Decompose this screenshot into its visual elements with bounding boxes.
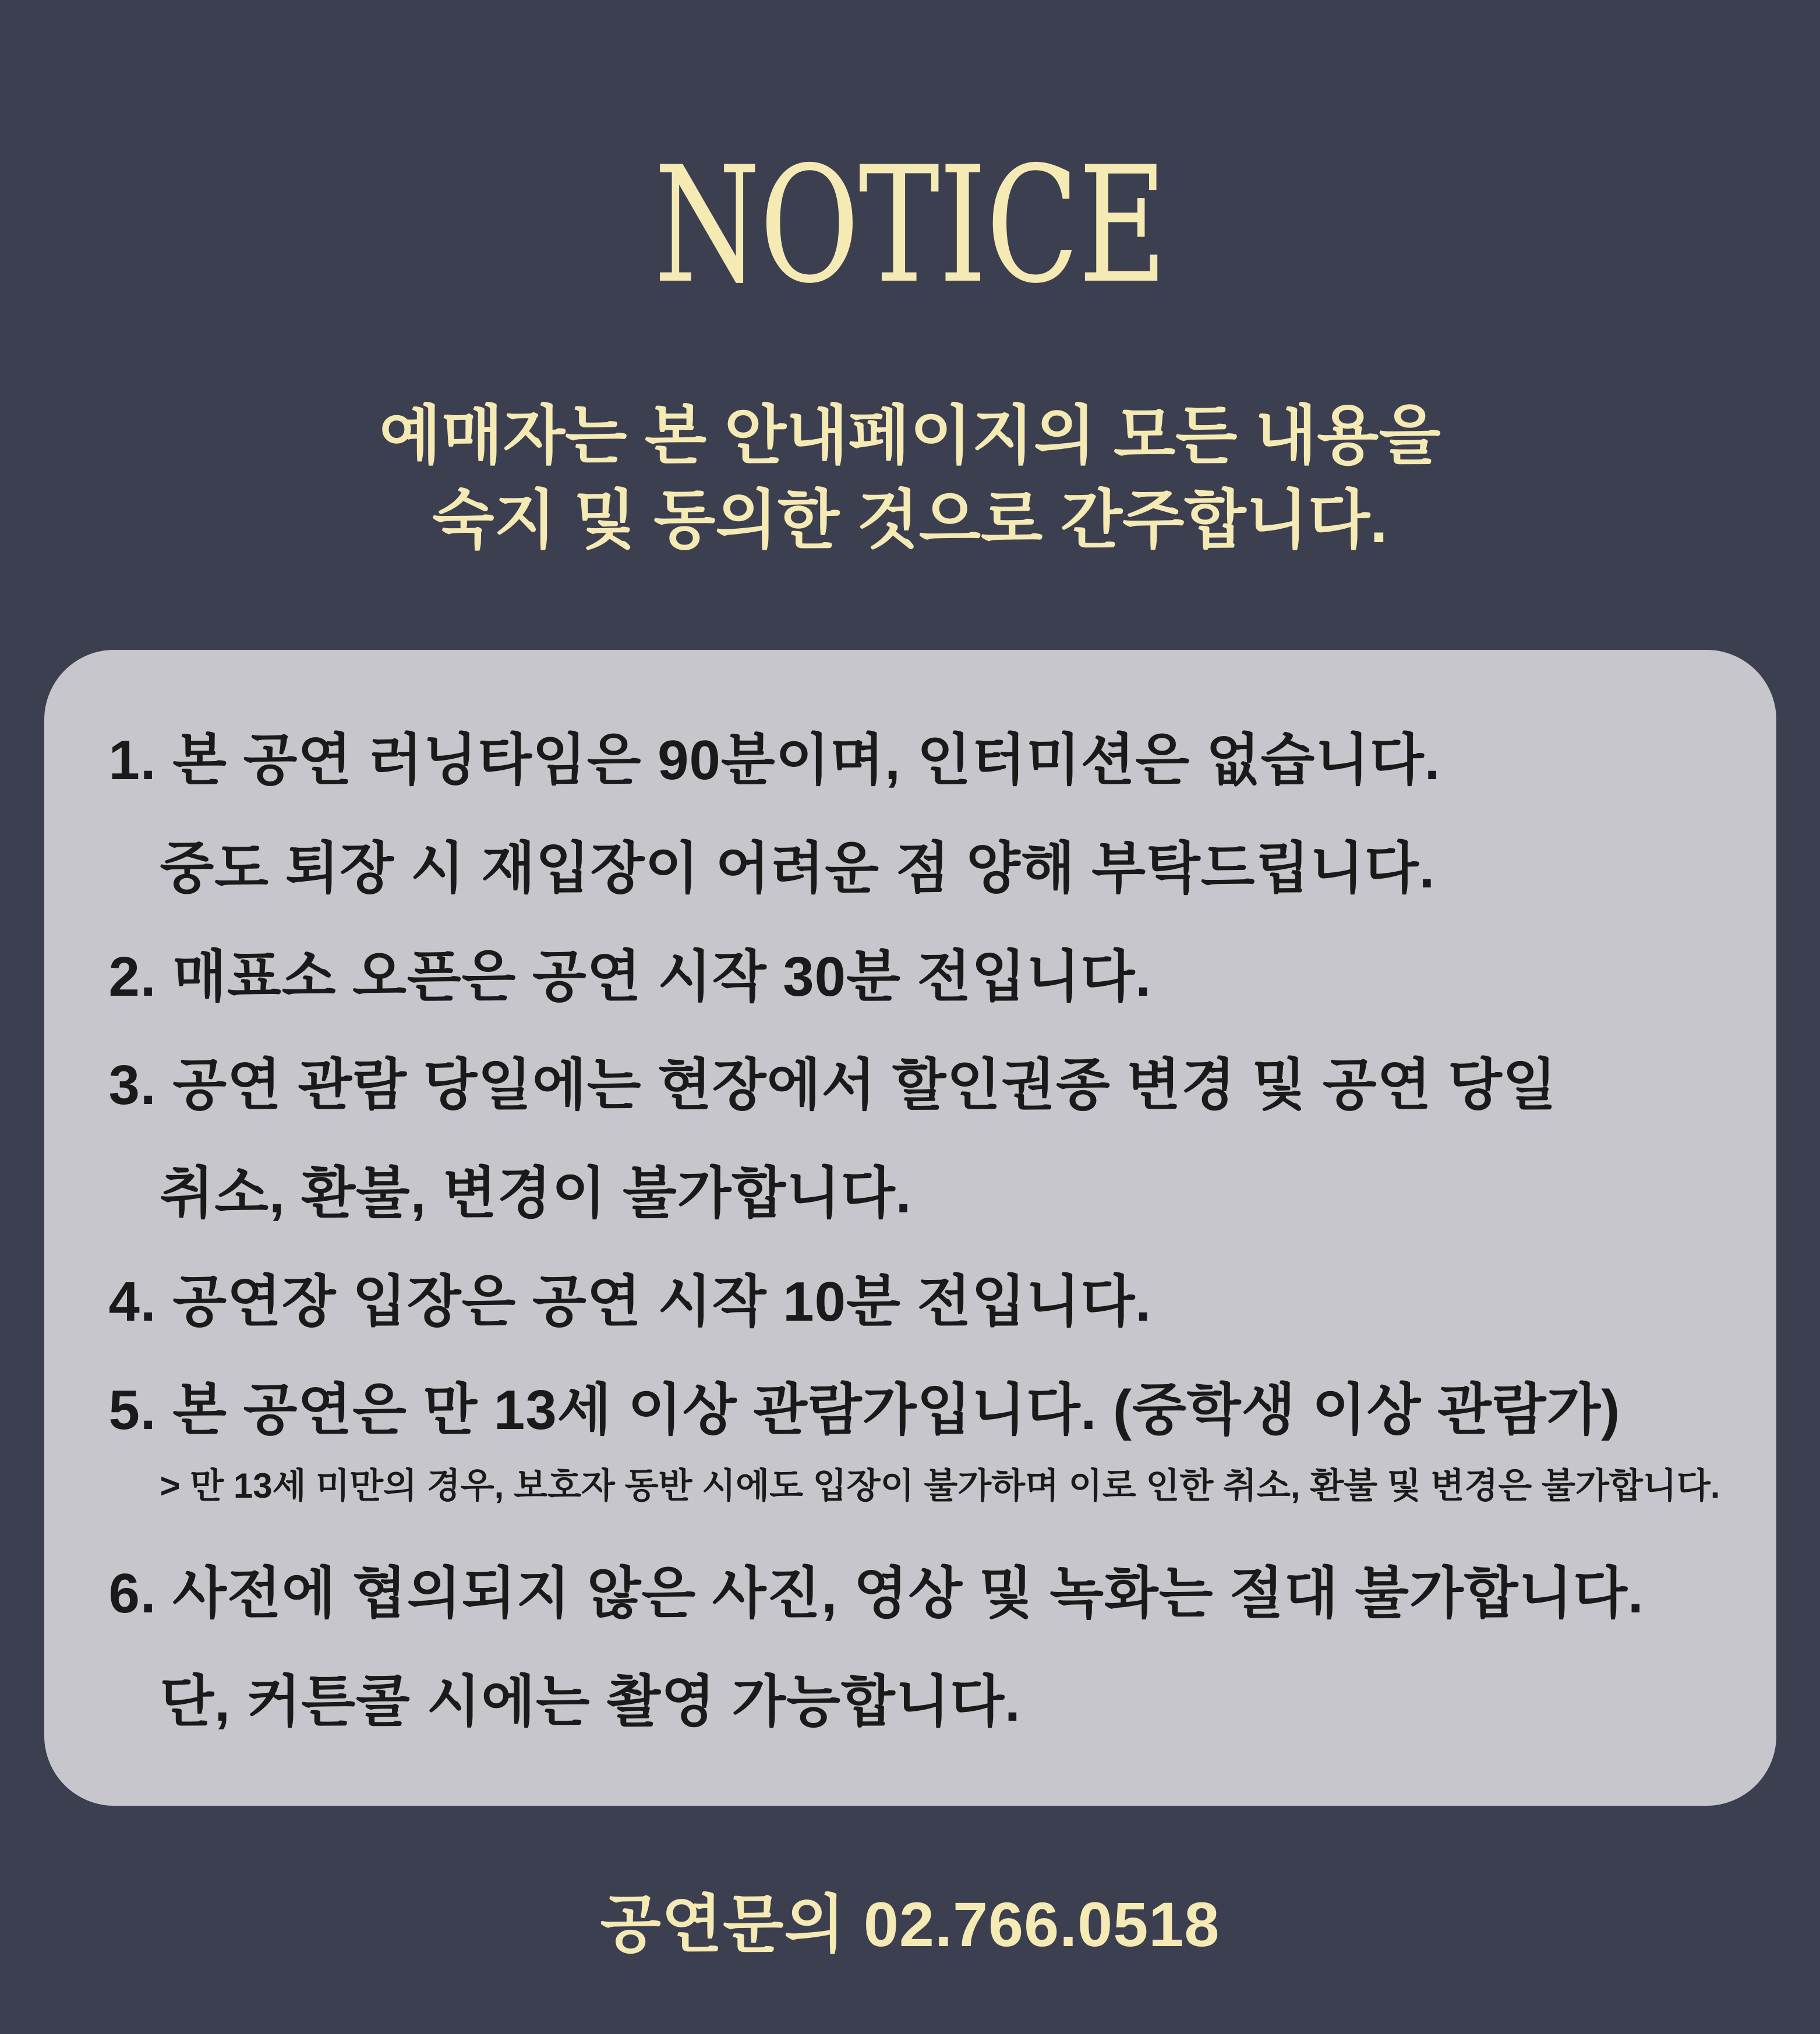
page-title: NOTICE [653, 132, 1167, 319]
notice-item-1-continued: 중도 퇴장 시 재입장이 어려운 점 양해 부탁드립니다. [160, 837, 1436, 900]
notice-item-1: 1. 본 공연 러닝타임은 90분이며, 인터미션은 없습니다. [108, 729, 1441, 791]
contact-info: 공연문의 02.766.0518 [600, 1889, 1220, 1959]
notice-item-3: 3. 공연 관람 당일에는 현장에서 할인권종 변경 및 공연 당일 [108, 1054, 1557, 1116]
notice-item-2: 2. 매표소 오픈은 공연 시작 30분 전입니다. [108, 946, 1152, 1008]
notice-item-3-continued: 취소, 환불, 변경이 불가합니다. [160, 1162, 912, 1225]
notice-item-5-note: > 만 13세 미만의 경우, 보호자 동반 시에도 입장이 불가하며 이로 인한 취소, 환불 및 변경은 불가합니다. [160, 1466, 1720, 1505]
notice-card [44, 650, 1776, 1806]
notice-item-6: 6. 사전에 협의되지 않은 사진, 영상 및 녹화는 절대 불가합니다. [108, 1562, 1644, 1625]
notice-item-5: 5. 본 공연은 만 13세 이상 관람가입니다. (중학생 이상 관람가) [108, 1379, 1621, 1441]
subtitle-line-2: 숙지 및 동의한 것으로 간주합니다. [432, 484, 1388, 556]
subtitle-line-1: 예매자는 본 안내페이지의 모든 내용을 [379, 400, 1441, 472]
subtitle [379, 394, 1440, 563]
notice-item-4: 4. 공연장 입장은 공연 시작 10분 전입니다. [108, 1271, 1152, 1333]
notice-item-6-continued: 단, 커튼콜 시에는 촬영 가능합니다. [160, 1671, 1021, 1733]
